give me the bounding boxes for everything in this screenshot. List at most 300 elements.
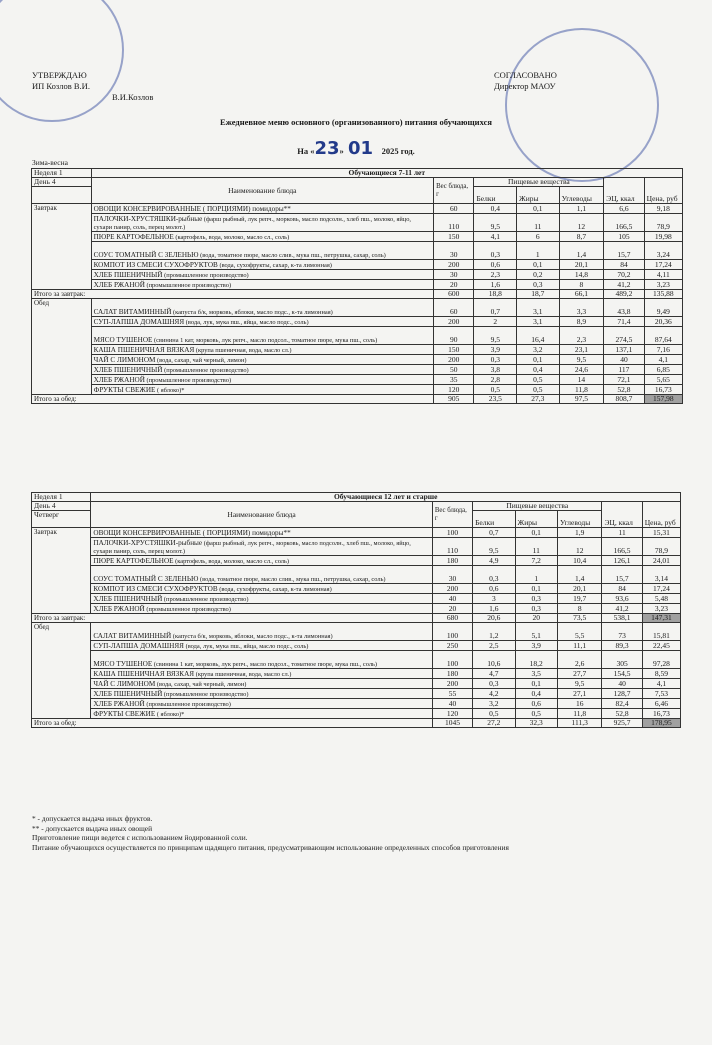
cell-p: 9,5 bbox=[474, 327, 517, 345]
dish-name: ХЛЕБ РЖАНОЙ (промышленное производство) bbox=[91, 375, 434, 385]
dish-name: ХЛЕБ ПШЕНИЧНЫЙ (промышленное производство) bbox=[91, 689, 432, 699]
season-label: Зима-весна bbox=[32, 158, 68, 167]
cell-f: 0,3 bbox=[515, 604, 557, 614]
table-row bbox=[32, 355, 683, 365]
cell-f: 16,4 bbox=[517, 327, 560, 345]
cell-r: 20,36 bbox=[644, 317, 682, 327]
menu-table-12-plus bbox=[31, 492, 681, 728]
cell-p: 0,7 bbox=[473, 528, 515, 538]
cell-r: 16,73 bbox=[644, 385, 682, 395]
cell-r: 6,85 bbox=[644, 365, 682, 375]
cell-c: 24,6 bbox=[559, 365, 604, 375]
menu-table-7-11 bbox=[31, 168, 683, 404]
total-c: 97,5 bbox=[559, 395, 604, 404]
total-k: 538,1 bbox=[602, 614, 642, 623]
cell-p: 0,5 bbox=[473, 709, 515, 719]
total-c: 111,3 bbox=[557, 719, 602, 728]
cell-k: 6,6 bbox=[604, 204, 644, 214]
dish-name: ХЛЕБ ПШЕНИЧНЫЙ (промышленное производство) bbox=[91, 594, 432, 604]
table-row bbox=[32, 566, 681, 584]
cell-f: 0,1 bbox=[515, 679, 557, 689]
cell-w: 150 bbox=[434, 345, 474, 355]
cell-c: 11,1 bbox=[557, 641, 602, 651]
cell-k: 52,8 bbox=[602, 709, 642, 719]
price-header: Цена, руб bbox=[644, 178, 682, 204]
carb-header: Углеводы bbox=[557, 511, 602, 528]
cell-p: 10,6 bbox=[473, 651, 515, 669]
table-row bbox=[32, 270, 683, 280]
cell-f: 1 bbox=[517, 242, 560, 260]
total-w: 1045 bbox=[432, 719, 472, 728]
cell-p: 0,4 bbox=[474, 204, 517, 214]
table-row bbox=[32, 689, 681, 699]
table-row bbox=[32, 556, 681, 566]
cell-w: 20 bbox=[434, 280, 474, 290]
total-row bbox=[32, 719, 681, 728]
kcal-header: ЭЦ, ккал bbox=[604, 178, 644, 204]
cell-p: 3,2 bbox=[473, 699, 515, 709]
cell-p: 4,7 bbox=[473, 669, 515, 679]
cell-c: 1,1 bbox=[559, 204, 604, 214]
cell-k: 84 bbox=[604, 260, 644, 270]
table-row bbox=[32, 365, 683, 375]
cell-k: 72,1 bbox=[604, 375, 644, 385]
weight-header: Вес блюда, г bbox=[434, 178, 474, 204]
meal-label: Обед bbox=[32, 623, 91, 719]
cell-k: 40 bbox=[604, 355, 644, 365]
cell-f: 6 bbox=[517, 232, 560, 242]
cell-w: 180 bbox=[432, 669, 472, 679]
cell-f: 0,1 bbox=[515, 584, 557, 594]
cell-k: 52,8 bbox=[604, 385, 644, 395]
cell-w: 100 bbox=[432, 528, 472, 538]
price-header: Цена, руб bbox=[642, 502, 680, 528]
cell-k: 137,1 bbox=[604, 345, 644, 355]
cell-f: 0,1 bbox=[515, 528, 557, 538]
footnote-fruit: * - допускается выдача иных фруктов. bbox=[32, 814, 153, 823]
nutrients-header: Пищевые вещества bbox=[474, 178, 604, 187]
cell-w: 100 bbox=[432, 651, 472, 669]
cell-w: 40 bbox=[432, 594, 472, 604]
cell-k: 305 bbox=[602, 651, 642, 669]
dish-name: ПАЛОЧКИ-ХРУСТЯШКИ-рыбные (фарш рыбный, лук репч., морковь, масло подсолн., хлеб пш., молоко, яйцо, сухари панир, соль, перец молот.) bbox=[91, 214, 434, 232]
dish-name: ФРУКТЫ СВЕЖИЕ ( яблоко)* bbox=[91, 709, 432, 719]
cell-c: 11,8 bbox=[559, 385, 604, 395]
cell-w: 180 bbox=[432, 556, 472, 566]
cell-k: 126,1 bbox=[602, 556, 642, 566]
cell-k: 70,2 bbox=[604, 270, 644, 280]
cell-w: 30 bbox=[434, 242, 474, 260]
total-row bbox=[32, 614, 681, 623]
cell-r: 17,24 bbox=[644, 260, 682, 270]
name-header: Наименование блюда bbox=[91, 502, 432, 528]
table-row bbox=[32, 709, 681, 719]
total-f: 20 bbox=[515, 614, 557, 623]
cell-f: 1 bbox=[515, 566, 557, 584]
table-row bbox=[32, 260, 683, 270]
total-p: 18,8 bbox=[474, 290, 517, 299]
total-w: 905 bbox=[434, 395, 474, 404]
cell-p: 2 bbox=[474, 317, 517, 327]
total-label: Итого за завтрак: bbox=[32, 290, 434, 299]
cell-r: 8,59 bbox=[642, 669, 680, 679]
cell-f: 0,5 bbox=[517, 375, 560, 385]
dish-name: ОВОЩИ КОНСЕРВИРОВАННЫЕ ( ПОРЦИЯМИ) помидоры** bbox=[91, 204, 434, 214]
dish-name: ЧАЙ С ЛИМОНОМ (вода, сахар, чай черный, лимон) bbox=[91, 679, 432, 689]
cell-p: 3 bbox=[473, 594, 515, 604]
total-w: 680 bbox=[432, 614, 472, 623]
total-f: 27,3 bbox=[517, 395, 560, 404]
cell-c: 1,4 bbox=[559, 242, 604, 260]
cell-r: 6,46 bbox=[642, 699, 680, 709]
cell-r: 22,45 bbox=[642, 641, 680, 651]
cell-f: 11 bbox=[517, 214, 560, 232]
total-p: 23,5 bbox=[474, 395, 517, 404]
stamp-left bbox=[0, 0, 124, 122]
cell-r: 7,53 bbox=[642, 689, 680, 699]
cell-r: 17,24 bbox=[642, 584, 680, 594]
cell-c: 2,6 bbox=[557, 651, 602, 669]
cell-p: 2,3 bbox=[474, 270, 517, 280]
cell-w: 110 bbox=[432, 538, 472, 556]
cell-p: 9,5 bbox=[474, 214, 517, 232]
dish-name: МЯСО ТУШЕНОЕ (свинина 1 кат, морковь, лук репч., масло подсол., томатное пюре, мука пш., соль) bbox=[91, 651, 432, 669]
cell-c: 9,5 bbox=[557, 679, 602, 689]
cell-p: 1,6 bbox=[473, 604, 515, 614]
cell-k: 105 bbox=[604, 232, 644, 242]
cell-c: 1,4 bbox=[557, 566, 602, 584]
cell-p: 4,9 bbox=[473, 556, 515, 566]
dish-name: СУП-ЛАПША ДОМАШНЯЯ (вода, лук, мука пш., яйца, масло подс., соль) bbox=[91, 317, 434, 327]
cell-f: 0,5 bbox=[515, 709, 557, 719]
cell-p: 1,6 bbox=[474, 280, 517, 290]
total-p: 20,6 bbox=[473, 614, 515, 623]
cell-f: 0,1 bbox=[517, 260, 560, 270]
cell-w: 30 bbox=[432, 566, 472, 584]
weekday-cell: Четверг bbox=[32, 511, 91, 528]
page-title: Ежедневное меню основного (организованного) питания обучающихся bbox=[220, 117, 492, 127]
cell-k: 117 bbox=[604, 365, 644, 375]
cell-w: 200 bbox=[432, 679, 472, 689]
cell-p: 0,3 bbox=[473, 679, 515, 689]
cell-k: 71,4 bbox=[604, 317, 644, 327]
total-c: 66,1 bbox=[559, 290, 604, 299]
total-label: Итого за обед: bbox=[32, 719, 433, 728]
cell-p: 4,2 bbox=[473, 689, 515, 699]
date-line: На «23» 01 2025 год. bbox=[297, 138, 415, 159]
cell-r: 78,9 bbox=[642, 538, 680, 556]
cell-f: 0,2 bbox=[517, 270, 560, 280]
table-row bbox=[32, 699, 681, 709]
table-row bbox=[32, 327, 683, 345]
agreement-label: СОГЛАСОВАНО bbox=[494, 70, 557, 80]
cell-p: 0,3 bbox=[474, 355, 517, 365]
approver-name: В.И.Козлов bbox=[112, 92, 154, 102]
cell-f: 0,3 bbox=[515, 594, 557, 604]
cell-p: 0,6 bbox=[473, 584, 515, 594]
dish-name: КОМПОТ ИЗ СМЕСИ СУХОФРУКТОВ (вода, сухофрукты, сахар, к-та лимонная) bbox=[91, 260, 434, 270]
table-row bbox=[32, 669, 681, 679]
cell-c: 20,1 bbox=[559, 260, 604, 270]
table-row bbox=[32, 528, 681, 538]
protein-header: Белки bbox=[474, 187, 517, 204]
cell-c: 20,1 bbox=[557, 584, 602, 594]
protein-header: Белки bbox=[473, 511, 515, 528]
cell-c: 8 bbox=[559, 280, 604, 290]
cell-r: 7,16 bbox=[644, 345, 682, 355]
cell-r: 3,14 bbox=[642, 566, 680, 584]
table-row bbox=[32, 538, 681, 556]
table-row bbox=[32, 651, 681, 669]
total-label: Итого за завтрак: bbox=[32, 614, 433, 623]
cell-f: 5,1 bbox=[515, 623, 557, 641]
cell-f: 7,2 bbox=[515, 556, 557, 566]
cell-k: 154,5 bbox=[602, 669, 642, 679]
total-f: 18,7 bbox=[517, 290, 560, 299]
table-row bbox=[32, 641, 681, 651]
total-r: 178,95 bbox=[642, 719, 680, 728]
cell-r: 3,23 bbox=[642, 604, 680, 614]
cell-c: 12 bbox=[559, 214, 604, 232]
dish-name: ПЮРЕ КАРТОФЕЛЬНОЕ (картофель, вода, молоко, масло сл., соль) bbox=[91, 556, 432, 566]
nutrients-header: Пищевые вещества bbox=[473, 502, 602, 511]
name-header: Наименование блюда bbox=[91, 178, 434, 204]
dish-name: СУП-ЛАПША ДОМАШНЯЯ (вода, лук, мука пш., яйца, масло подс., соль) bbox=[91, 641, 432, 651]
dish-name: САЛАТ ВИТАМИННЫЙ (капуста б/к, морковь, яблоки, масло подс., к-та лимонная) bbox=[91, 299, 434, 317]
cell-k: 89,3 bbox=[602, 641, 642, 651]
cell-c: 8,7 bbox=[559, 232, 604, 242]
age-group: Обучающиеся 12 лет и старше bbox=[91, 493, 681, 502]
cell-c: 16 bbox=[557, 699, 602, 709]
cell-c: 12 bbox=[557, 538, 602, 556]
cell-f: 0,1 bbox=[517, 355, 560, 365]
cell-k: 128,7 bbox=[602, 689, 642, 699]
cell-p: 9,5 bbox=[473, 538, 515, 556]
cell-f: 0,4 bbox=[515, 689, 557, 699]
cell-f: 11 bbox=[515, 538, 557, 556]
cell-k: 40 bbox=[602, 679, 642, 689]
total-c: 73,5 bbox=[557, 614, 602, 623]
cell-p: 0,6 bbox=[474, 260, 517, 270]
table-row bbox=[32, 280, 683, 290]
cell-p: 4,1 bbox=[474, 232, 517, 242]
total-r: 157,98 bbox=[644, 395, 682, 404]
cell-r: 24,01 bbox=[642, 556, 680, 566]
cell-f: 3,1 bbox=[517, 317, 560, 327]
table-row bbox=[32, 584, 681, 594]
dish-name: ПАЛОЧКИ-ХРУСТЯШКИ-рыбные (фарш рыбный, лук репч., морковь, масло подсолн., хлеб пш., молоко, яйцо, сухари панир, соль, перец молот.) bbox=[91, 538, 432, 556]
cell-w: 200 bbox=[432, 584, 472, 594]
table-row bbox=[32, 214, 683, 232]
cell-f: 3,5 bbox=[515, 669, 557, 679]
cell-w: 35 bbox=[434, 375, 474, 385]
footnote-vegetables: ** - допускается выдача иных овощей bbox=[32, 823, 153, 833]
cell-f: 0,1 bbox=[517, 204, 560, 214]
day-cell: День 4 bbox=[32, 502, 91, 511]
cell-r: 78,9 bbox=[644, 214, 682, 232]
cell-w: 55 bbox=[432, 689, 472, 699]
cell-w: 250 bbox=[432, 641, 472, 651]
total-k: 489,2 bbox=[604, 290, 644, 299]
cell-c: 23,1 bbox=[559, 345, 604, 355]
cell-f: 18,2 bbox=[515, 651, 557, 669]
cell-k: 166,5 bbox=[602, 538, 642, 556]
dish-name: ХЛЕБ РЖАНОЙ (промышленное производство) bbox=[91, 699, 432, 709]
cell-k: 15,7 bbox=[602, 566, 642, 584]
cell-w: 150 bbox=[434, 232, 474, 242]
dish-name: ХЛЕБ ПШЕНИЧНЫЙ (промышленное производство) bbox=[91, 270, 434, 280]
cell-w: 40 bbox=[432, 699, 472, 709]
cell-c: 11,8 bbox=[557, 709, 602, 719]
dish-name: МЯСО ТУШЕНОЕ (свинина 1 кат, морковь, лук репч., масло подсол., томатное пюре, мука пш., соль) bbox=[91, 327, 434, 345]
cell-c: 27,7 bbox=[557, 669, 602, 679]
total-k: 925,7 bbox=[602, 719, 642, 728]
total-p: 27,2 bbox=[473, 719, 515, 728]
cell-w: 100 bbox=[432, 623, 472, 641]
total-r: 135,88 bbox=[644, 290, 682, 299]
cell-r: 87,64 bbox=[644, 327, 682, 345]
cell-k: 274,5 bbox=[604, 327, 644, 345]
table-row bbox=[32, 604, 681, 614]
agreement-signer: Директор МАОУ bbox=[494, 81, 556, 91]
table-row bbox=[32, 317, 683, 327]
cell-c: 1,9 bbox=[557, 528, 602, 538]
cell-w: 20 bbox=[432, 604, 472, 614]
cell-c: 5,5 bbox=[557, 623, 602, 641]
approval-label: УТВЕРЖДАЮ bbox=[32, 70, 87, 80]
total-row bbox=[32, 395, 683, 404]
cell-c: 27,1 bbox=[557, 689, 602, 699]
cell-r: 19,98 bbox=[644, 232, 682, 242]
total-row bbox=[32, 290, 683, 299]
cell-p: 2,5 bbox=[473, 641, 515, 651]
meal-label: Завтрак bbox=[32, 204, 92, 290]
cell-c: 9,5 bbox=[559, 355, 604, 365]
cell-f: 0,4 bbox=[517, 365, 560, 375]
cell-c: 10,4 bbox=[557, 556, 602, 566]
cell-r: 9,18 bbox=[644, 204, 682, 214]
cell-p: 2,8 bbox=[474, 375, 517, 385]
cell-p: 0,3 bbox=[474, 242, 517, 260]
table-row bbox=[32, 299, 683, 317]
cell-w: 200 bbox=[434, 317, 474, 327]
dish-name: ХЛЕБ РЖАНОЙ (промышленное производство) bbox=[91, 280, 434, 290]
table-row bbox=[32, 594, 681, 604]
cell-c: 19,7 bbox=[557, 594, 602, 604]
total-r: 147,31 bbox=[642, 614, 680, 623]
dish-name: КАША ПШЕНИЧНАЯ ВЯЗКАЯ (крупа пшеничная, вода, масло сл.) bbox=[91, 669, 432, 679]
table-row bbox=[32, 232, 683, 242]
cell-r: 15,81 bbox=[642, 623, 680, 641]
cell-r: 4,11 bbox=[644, 270, 682, 280]
cell-r: 4,1 bbox=[644, 355, 682, 365]
cell-c: 8,9 bbox=[559, 317, 604, 327]
dish-name: САЛАТ ВИТАМИННЫЙ (капуста б/к, морковь, яблоки, масло подс., к-та лимонная) bbox=[91, 623, 432, 641]
cell-k: 82,4 bbox=[602, 699, 642, 709]
day-cell: День 4 bbox=[32, 178, 92, 187]
cell-k: 41,2 bbox=[604, 280, 644, 290]
cell-f: 0,5 bbox=[517, 385, 560, 395]
dish-name: ХЛЕБ РЖАНОЙ (промышленное производство) bbox=[91, 604, 432, 614]
cell-k: 84 bbox=[602, 584, 642, 594]
cell-w: 120 bbox=[432, 709, 472, 719]
cell-w: 50 bbox=[434, 365, 474, 375]
cell-w: 200 bbox=[434, 260, 474, 270]
footnote-diet: Питание обучающихся осуществляется по принципам щадящего питания, предусматривающим использование определенных способов приготовления bbox=[32, 842, 509, 852]
cell-w: 90 bbox=[434, 327, 474, 345]
meal-label: Обед bbox=[32, 299, 92, 395]
cell-k: 73 bbox=[602, 623, 642, 641]
weight-header: Вес блюда, г bbox=[432, 502, 472, 528]
cell-r: 3,24 bbox=[644, 242, 682, 260]
cell-f: 3,2 bbox=[517, 345, 560, 355]
total-f: 32,3 bbox=[515, 719, 557, 728]
cell-f: 0,6 bbox=[515, 699, 557, 709]
cell-c: 14 bbox=[559, 375, 604, 385]
cell-r: 15,31 bbox=[642, 528, 680, 538]
total-k: 808,7 bbox=[604, 395, 644, 404]
table-row bbox=[32, 623, 681, 641]
cell-f: 3,9 bbox=[515, 641, 557, 651]
cell-p: 3,8 bbox=[474, 365, 517, 375]
fat-header: Жиры bbox=[517, 187, 560, 204]
dish-name: ФРУКТЫ СВЕЖИЕ ( яблоко)* bbox=[91, 385, 434, 395]
fat-header: Жиры bbox=[515, 511, 557, 528]
cell-c: 3,3 bbox=[559, 299, 604, 317]
cell-r: 4,1 bbox=[642, 679, 680, 689]
approval-block bbox=[32, 70, 153, 103]
date-month: 01 bbox=[348, 138, 374, 159]
cell-r: 97,28 bbox=[642, 651, 680, 669]
kcal-header: ЭЦ, ккал bbox=[602, 502, 642, 528]
agreement-block bbox=[494, 70, 557, 92]
table-row bbox=[32, 679, 681, 689]
cell-k: 15,7 bbox=[604, 242, 644, 260]
cell-r: 9,49 bbox=[644, 299, 682, 317]
cell-r: 3,23 bbox=[644, 280, 682, 290]
date-day: 23 bbox=[314, 138, 340, 159]
weekday-cell bbox=[32, 187, 92, 204]
cell-f: 0,3 bbox=[517, 280, 560, 290]
cell-c: 2,3 bbox=[559, 327, 604, 345]
cell-f: 3,1 bbox=[517, 299, 560, 317]
age-group: Обучающиеся 7-11 лет bbox=[91, 169, 682, 178]
cell-r: 5,65 bbox=[644, 375, 682, 385]
dish-name: СОУС ТОМАТНЫЙ С ЗЕЛЕНЬЮ (вода, томатное пюре, масло слив., мука пш., петрушка, сахар, соль) bbox=[91, 566, 432, 584]
week-cell: Неделя 1 bbox=[32, 169, 92, 178]
dish-name: ОВОЩИ КОНСЕРВИРОВАННЫЕ ( ПОРЦИЯМИ) помидоры** bbox=[91, 528, 432, 538]
cell-w: 110 bbox=[434, 214, 474, 232]
table-row bbox=[32, 204, 683, 214]
week-cell: Неделя 1 bbox=[32, 493, 91, 502]
dish-name: СОУС ТОМАТНЫЙ С ЗЕЛЕНЬЮ (вода, томатное пюре, масло слив., мука пш., петрушка, сахар, соль) bbox=[91, 242, 434, 260]
total-w: 600 bbox=[434, 290, 474, 299]
table-row bbox=[32, 242, 683, 260]
footer-notes bbox=[32, 814, 509, 852]
cell-k: 41,2 bbox=[602, 604, 642, 614]
table-row bbox=[32, 385, 683, 395]
meal-label: Завтрак bbox=[32, 528, 91, 614]
footnote-salt: Приготовление пищи ведется с использованием йодированной соли. bbox=[32, 833, 248, 842]
table-row bbox=[32, 345, 683, 355]
cell-k: 166,5 bbox=[604, 214, 644, 232]
cell-p: 0,5 bbox=[474, 385, 517, 395]
cell-k: 93,6 bbox=[602, 594, 642, 604]
cell-w: 30 bbox=[434, 270, 474, 280]
cell-p: 0,3 bbox=[473, 566, 515, 584]
dish-name: ЧАЙ С ЛИМОНОМ (вода, сахар, чай черный, лимон) bbox=[91, 355, 434, 365]
cell-r: 5,48 bbox=[642, 594, 680, 604]
